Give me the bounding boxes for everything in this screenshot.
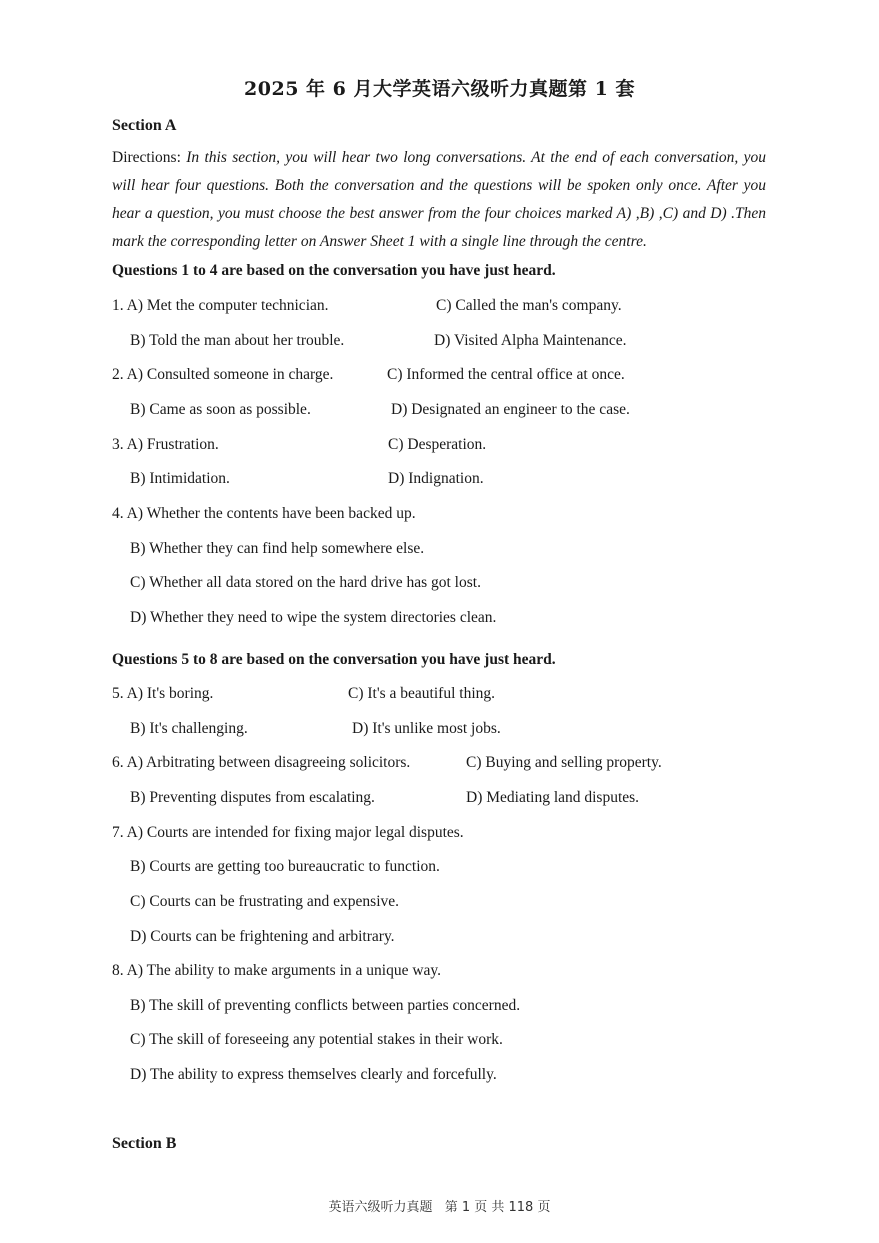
q2-option-c: C) Informed the central office at once. xyxy=(387,366,625,383)
q5-option-c: C) It's a beautiful thing. xyxy=(348,685,496,702)
q4-option-b: B) Whether they can find help somewhere else. xyxy=(130,540,425,557)
q1-option-c: C) Called the man's company. xyxy=(436,297,622,314)
q6-option-c: C) Buying and selling property. xyxy=(466,754,662,771)
page-title: 2025 年 6 月大学英语六级听力真题第 1 套 xyxy=(244,78,635,100)
q7-option-a: 7. A) Courts are intended for fixing major legal disputes. xyxy=(112,824,464,841)
q4-option-d: D) Whether they need to wipe the system directories clean. xyxy=(130,609,497,626)
q6-option-a: 6. A) Arbitrating between disagreeing solicitors. xyxy=(112,754,411,771)
q3-option-c: C) Desperation. xyxy=(388,436,487,453)
footer-page-info: 第 1 页 共 118 页 xyxy=(444,1200,551,1215)
q6-option-d: D) Mediating land disputes. xyxy=(466,789,640,806)
q8-option-a: 8. A) The ability to make arguments in a unique way. xyxy=(112,962,442,979)
q4-option-a: 4. A) Whether the contents have been backed up. xyxy=(112,505,416,522)
page-footer xyxy=(0,1196,879,1215)
q2-option-d: D) Designated an engineer to the case. xyxy=(391,401,630,418)
q1-option-b: B) Told the man about her trouble. xyxy=(130,332,345,349)
questions-1-4-heading: Questions 1 to 4 are based on the conversation you have just heard. xyxy=(112,262,556,279)
directions-text: In this section, you will hear two long conversations. At the end of each conversation, you will hear four questions. Both the conversation and the questions will be spoken only once. After you hear a question, you must choose the best answer from the four choices marked A) ,B) ,C) and D) .Then mark the corresponding letter on Answer Sheet 1 with a single line through the centre. xyxy=(112,149,766,250)
section-a-heading: Section A xyxy=(112,117,177,134)
q3-option-d: D) Indignation. xyxy=(388,470,484,487)
q5-option-a: 5. A) It's boring. xyxy=(112,685,214,702)
q1-option-a: 1. A) Met the computer technician. xyxy=(112,297,329,314)
footer-doc-name: 英语六级听力真题 xyxy=(328,1200,433,1215)
q7-option-d: D) Courts can be frightening and arbitrary. xyxy=(130,928,395,945)
q3-option-a: 3. A) Frustration. xyxy=(112,436,219,453)
q7-option-b: B) Courts are getting too bureaucratic to function. xyxy=(130,858,440,875)
q7-option-c: C) Courts can be frustrating and expensive. xyxy=(130,893,400,910)
directions-label: Directions: xyxy=(112,149,187,166)
q1-option-d: D) Visited Alpha Maintenance. xyxy=(434,332,627,349)
q2-option-b: B) Came as soon as possible. xyxy=(130,401,311,418)
q8-option-c: C) The skill of foreseeing any potential stakes in their work. xyxy=(130,1031,503,1048)
section-a-directions xyxy=(112,144,766,256)
questions-5-8-heading: Questions 5 to 8 are based on the conversation you have just heard. xyxy=(112,651,556,668)
q8-option-d: D) The ability to express themselves clearly and forcefully. xyxy=(130,1066,497,1083)
section-b-heading: Section B xyxy=(112,1135,177,1152)
q6-option-b: B) Preventing disputes from escalating. xyxy=(130,789,375,806)
q5-option-b: B) It's challenging. xyxy=(130,720,248,737)
q4-option-c: C) Whether all data stored on the hard drive has got lost. xyxy=(130,574,481,591)
q5-option-d: D) It's unlike most jobs. xyxy=(352,720,501,737)
q2-option-a: 2. A) Consulted someone in charge. xyxy=(112,366,334,383)
q3-option-b: B) Intimidation. xyxy=(130,470,230,487)
q8-option-b: B) The skill of preventing conflicts between parties concerned. xyxy=(130,997,521,1014)
